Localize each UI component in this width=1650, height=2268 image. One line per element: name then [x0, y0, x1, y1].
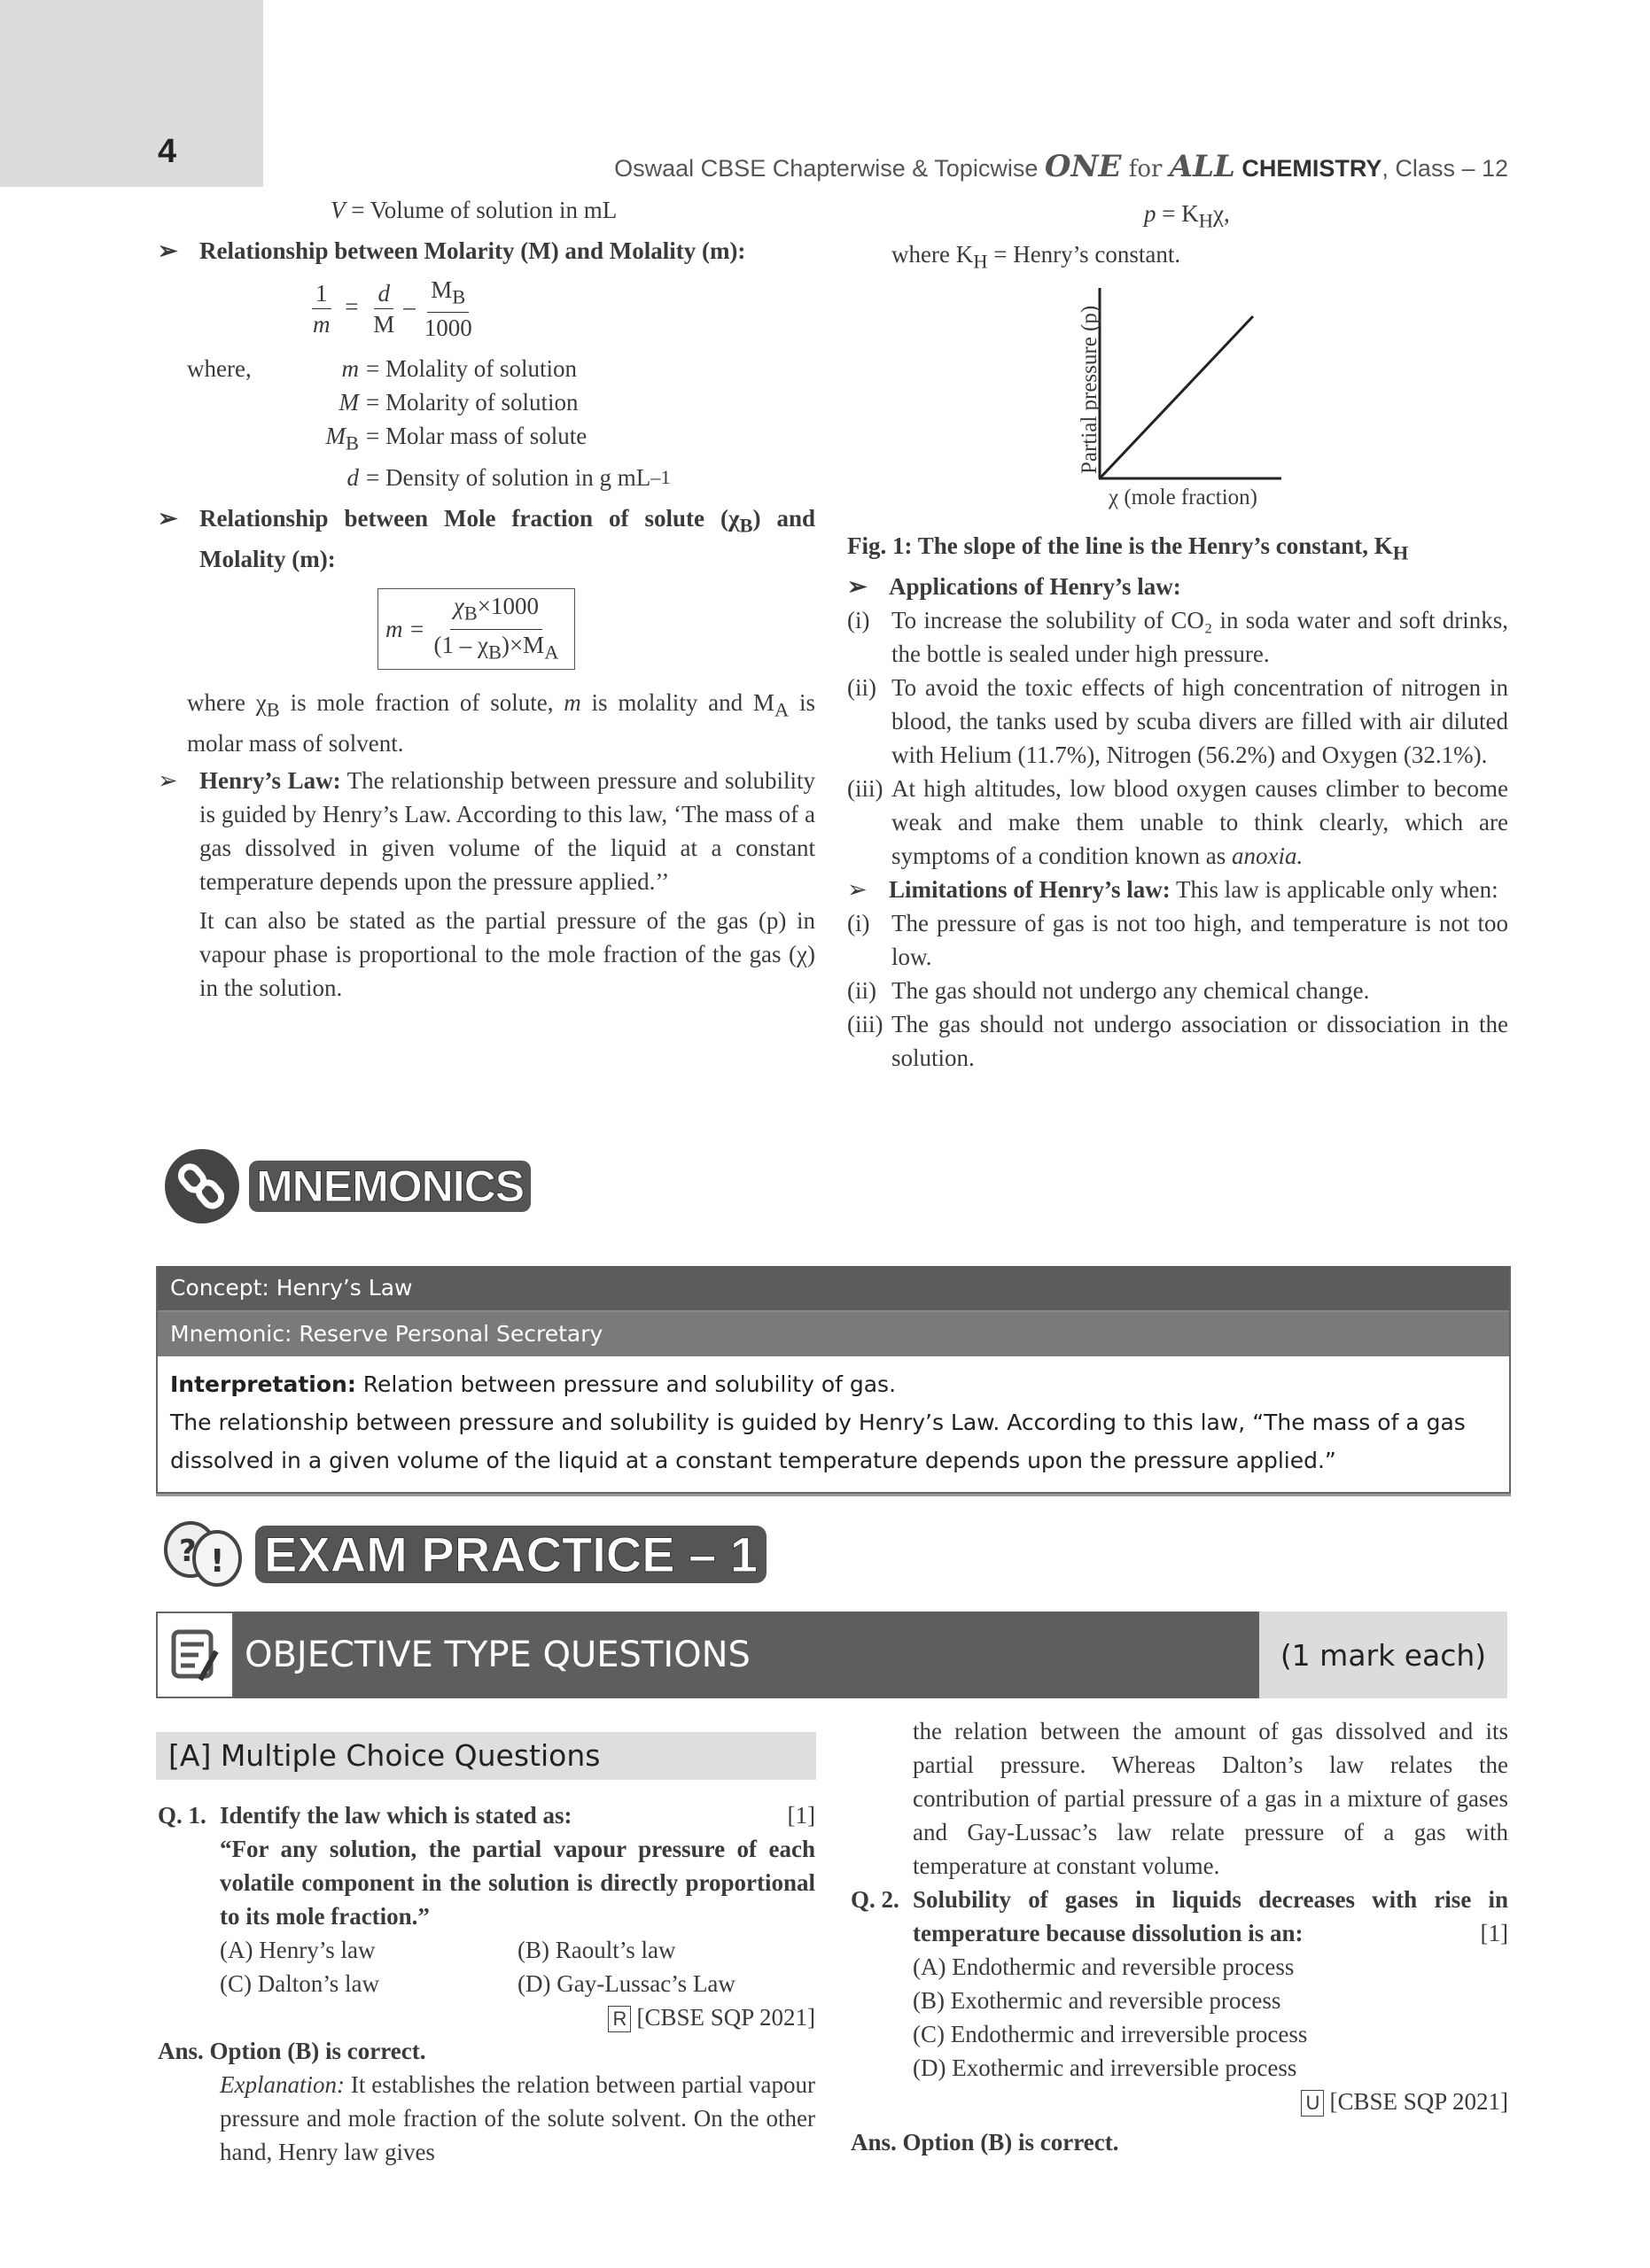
mcq-heading: [A] Multiple Choice Questions	[156, 1732, 816, 1780]
notes-pencil-icon	[156, 1612, 234, 1698]
sym: M	[339, 389, 359, 416]
t: Relationship between Mole fraction of solute (χ	[199, 504, 740, 532]
arrow-bullet-icon: ➢	[158, 237, 178, 264]
running-header	[614, 149, 1508, 184]
mnemonics-title: MNEMONICS	[249, 1161, 531, 1212]
source: [CBSE SQP 2021]	[636, 2004, 815, 2031]
source: [CBSE SQP 2021]	[1329, 2088, 1508, 2115]
t: Limitations of Henry’s law:	[889, 876, 1171, 904]
arrow-bullet-icon: ➢	[847, 573, 868, 601]
definition-text: = Molar mass of solute	[366, 423, 588, 450]
options	[220, 1933, 815, 2000]
t: Fig. 1: The slope of the line is the Henry’s constant, K	[847, 532, 1393, 559]
graph-axes	[847, 279, 1508, 563]
sym: d	[346, 463, 359, 491]
where-explanation	[158, 686, 815, 760]
item-number: (iii)	[847, 775, 883, 803]
concept-row: Concept: Henry’s Law	[158, 1266, 1509, 1310]
answer-2: Ans. Option (B) is correct.	[851, 2129, 1119, 2155]
minus: –	[403, 292, 416, 320]
henry-equation	[847, 197, 1508, 237]
t: Applications of Henry’s law:	[889, 573, 1181, 601]
list-item	[847, 772, 1508, 873]
limitations-heading	[847, 873, 1508, 906]
s: H	[973, 250, 988, 273]
svg-text:!: !	[210, 1543, 225, 1580]
list-item	[847, 974, 1508, 1007]
question-quote: “For any solution, the partial vapour pressure of each volatile component in the solution is directly proportional to its mole fraction.”	[220, 1836, 815, 1930]
definition-row	[158, 461, 815, 494]
source-tag	[220, 2000, 815, 2034]
mark: [1]	[787, 1802, 815, 1829]
option: (A) Henry’s law	[220, 1937, 376, 1963]
sub: B	[345, 431, 359, 454]
brand-one: ONE	[1044, 149, 1122, 184]
s: H	[1392, 541, 1409, 564]
source-tag	[913, 2085, 1508, 2118]
partial-pressure-paragraph: It can also be stated as the partial pressure of the gas (p) in vapour phase is proportional to the mole fraction of the gas (χ) in the solution.	[199, 907, 815, 1002]
s: B	[739, 514, 753, 537]
option: (B) Exothermic and reversible process	[913, 1987, 1281, 2014]
s: B	[266, 698, 280, 721]
equals: =	[345, 292, 359, 320]
item-number: (ii)	[847, 977, 876, 1005]
x-axis-label: χ (mole fraction)	[1109, 485, 1257, 509]
page-number: 4	[158, 133, 177, 170]
svg-text:?: ?	[179, 1534, 197, 1569]
explanation-continued: the relation between the amount of gas dissolved and its partial pressure. Whereas Dalton’s law relates the contribution of partial pressure of a gas in a mixture of gases and Gay-Lussac’s law relate pressure of a gas with temperature at constant volume.	[913, 1718, 1508, 1879]
formula-molarity-molality	[158, 275, 815, 343]
item-text: At high altitudes, low blood oxygen causes climber to become weak and make them unable to think clearly, which are symptoms of a condition known as	[891, 775, 1508, 870]
item-number: (ii)	[847, 674, 876, 702]
lhs: m =	[385, 616, 425, 643]
definition-row	[158, 385, 815, 419]
question-2	[851, 1883, 1508, 2118]
den: 1000	[424, 315, 472, 342]
s: A	[774, 698, 790, 721]
option: (D) Gay-Lussac’s Law	[518, 1970, 735, 1997]
mnemonic-table	[156, 1266, 1511, 1494]
mnemonic-row: Mnemonic: Reserve Personal Secretary	[158, 1310, 1509, 1356]
chi: χ	[453, 593, 464, 620]
explanation	[158, 2068, 815, 2169]
t: where K	[891, 241, 974, 268]
question-number: Q. 1.	[158, 1802, 206, 1829]
exam-practice-header	[160, 1518, 767, 1589]
item-number: (i)	[847, 607, 870, 634]
question-1	[158, 1798, 815, 2034]
item-text: The gas should not undergo association or dissociation in the solution.	[891, 1011, 1508, 1072]
t: ) and Molality (m):	[199, 504, 815, 573]
text: The relationship between pressure and solubility is guided by Henry’s Law. According to this law, ‘The mass of a gas dissolved in given volume of the liquid at a constant temperature depends upon the pressure applied.’’	[199, 767, 815, 896]
sup: –1	[650, 465, 671, 488]
t: is molality and M	[580, 688, 774, 716]
num	[450, 591, 542, 629]
henry-graph	[847, 279, 1508, 563]
t: = Henry’s constant.	[987, 241, 1181, 268]
option: (C) Endothermic and irreversible process	[913, 2021, 1308, 2047]
t: is molar mass of solvent.	[187, 688, 815, 757]
list-item	[847, 603, 1508, 671]
arrow-bullet-icon: ➢	[847, 876, 868, 904]
t: where χ	[187, 688, 267, 716]
option: (C) Dalton’s law	[220, 1970, 379, 1997]
henrys-law-paragraph	[158, 764, 815, 898]
den	[430, 630, 562, 667]
section-title: OBJECTIVE TYPE QUESTIONS	[234, 1612, 1259, 1698]
v-symbol: V	[331, 197, 346, 223]
den: m	[313, 311, 331, 338]
heading-text: Relationship between Molarity (M) and Molality (m):	[199, 237, 746, 264]
option: (D) Exothermic and irreversible process	[913, 2054, 1297, 2081]
book-series: Oswaal CBSE Chapterwise & Topicwise	[614, 155, 1045, 182]
objective-section-bar	[156, 1612, 1507, 1698]
henry-constant-def	[847, 237, 1508, 278]
num	[427, 275, 469, 313]
label: Henry’s Law:	[199, 767, 341, 795]
s: A	[544, 640, 559, 663]
definition-text: = Density of solution in g mL	[366, 463, 651, 491]
answer-1: Ans. Option (B) is correct.	[158, 2038, 426, 2064]
num: 1	[312, 278, 331, 309]
num: d	[374, 278, 393, 309]
option: (A) Endothermic and reversible process	[913, 1953, 1295, 1980]
applications-heading	[847, 570, 1508, 603]
bottom-right-column	[851, 1714, 1508, 2159]
bottom-left-column	[158, 1798, 815, 2169]
definition-text: = Molarity of solution	[366, 389, 579, 416]
t: (1 – χ	[433, 631, 488, 658]
item-text: The pressure of gas is not too high, and temperature is not too low.	[891, 910, 1508, 971]
item-text: To avoid the toxic effects of high concentration of nitrogen in blood, the tanks used by scuba divers are filled with air diluted with Helium (11.7%), Nitrogen (56.2%) and Oxygen (32.1%).	[891, 674, 1508, 769]
where-label: where,	[187, 355, 252, 383]
y-axis-label: Partial pressure (p)	[1078, 305, 1101, 474]
exam-practice-title: EXAM PRACTICE – 1	[255, 1526, 767, 1583]
subject: CHEMISTRY	[1234, 155, 1382, 182]
s: B	[487, 640, 502, 663]
volume-definition	[158, 193, 815, 227]
symbol	[158, 419, 366, 460]
options	[913, 1950, 1508, 2085]
brand-for: for	[1121, 156, 1170, 183]
t: is mole fraction of solute,	[279, 688, 564, 716]
t: p	[1144, 200, 1156, 227]
definition-row	[158, 419, 815, 460]
sym: M	[325, 423, 346, 450]
s: H	[1198, 209, 1213, 232]
s: B	[463, 602, 478, 625]
page-number-box	[0, 0, 263, 187]
list-item	[847, 1007, 1508, 1075]
item-number: (iii)	[847, 1011, 883, 1038]
definitions	[158, 352, 815, 493]
t: ×1000	[477, 593, 540, 620]
right-column	[847, 197, 1508, 1075]
understanding-tag: U	[1301, 2090, 1324, 2117]
interpretation-row	[158, 1356, 1509, 1492]
t: Interpretation:	[170, 1371, 356, 1397]
t: )×M	[501, 631, 545, 658]
t: m	[564, 688, 581, 716]
left-column	[158, 193, 815, 1005]
t: Relation between pressure and solubility of gas.	[355, 1371, 897, 1397]
item-italic: anoxia.	[1231, 843, 1304, 870]
marks-label: (1 mark each)	[1259, 1612, 1507, 1698]
definition-row	[158, 352, 815, 385]
question-stem: Solubility of gases in liquids decreases with rise in temperature because dissolution is an:	[913, 1886, 1508, 1946]
formula-molefraction-molality	[158, 588, 815, 670]
sub: B	[452, 285, 466, 308]
arrow-bullet-icon: ➢	[158, 767, 178, 795]
link-chain-icon	[164, 1148, 240, 1224]
v-text: = Volume of solution in mL	[351, 197, 618, 223]
t: = K	[1156, 200, 1199, 227]
class-label: , Class – 12	[1381, 155, 1508, 182]
list-item	[847, 906, 1508, 974]
question-stem: Identify the law which is stated as:	[220, 1802, 572, 1829]
t: Explanation:	[220, 2071, 345, 2098]
item-text: The gas should not undergo any chemical change.	[891, 977, 1370, 1005]
symbol	[158, 385, 366, 419]
item-number: (i)	[847, 910, 870, 937]
symbol	[158, 461, 366, 494]
t: This law is applicable only when:	[1170, 876, 1498, 904]
question-exclamation-icon	[160, 1518, 248, 1589]
relation-heading-1	[158, 234, 815, 268]
arrow-bullet-icon: ➢	[158, 504, 178, 532]
mark: [1]	[1480, 1920, 1508, 1946]
list-item	[847, 671, 1508, 772]
t: It establishes the relation between partial vapour pressure and mole fraction of the solute solvent. On the other hand, Henry law gives	[220, 2071, 815, 2165]
option: (B) Raoult’s law	[518, 1937, 676, 1963]
sym: m	[341, 355, 359, 383]
definition-text: = Molality of solution	[366, 355, 577, 383]
den: M	[373, 311, 395, 338]
mb: M	[431, 276, 453, 303]
relation-heading-2	[158, 501, 815, 576]
item-text: To increase the solubility of CO₂ in soda water and soft drinks, the bottle is sealed under high pressure.	[891, 607, 1508, 668]
remembering-tag: R	[608, 2006, 631, 2032]
brand-all: ALL	[1169, 149, 1235, 184]
t: The relationship between pressure and solubility is guided by Henry’s Law. According to this law, “The mass of a gas dissolved in a given volume of the liquid at a constant temperature depends upon the pressure applied.”	[170, 1410, 1466, 1473]
question-number: Q. 2.	[851, 1886, 899, 1913]
mnemonics-header	[164, 1148, 531, 1224]
graph-line	[1100, 316, 1253, 478]
t: χ,	[1212, 200, 1230, 227]
